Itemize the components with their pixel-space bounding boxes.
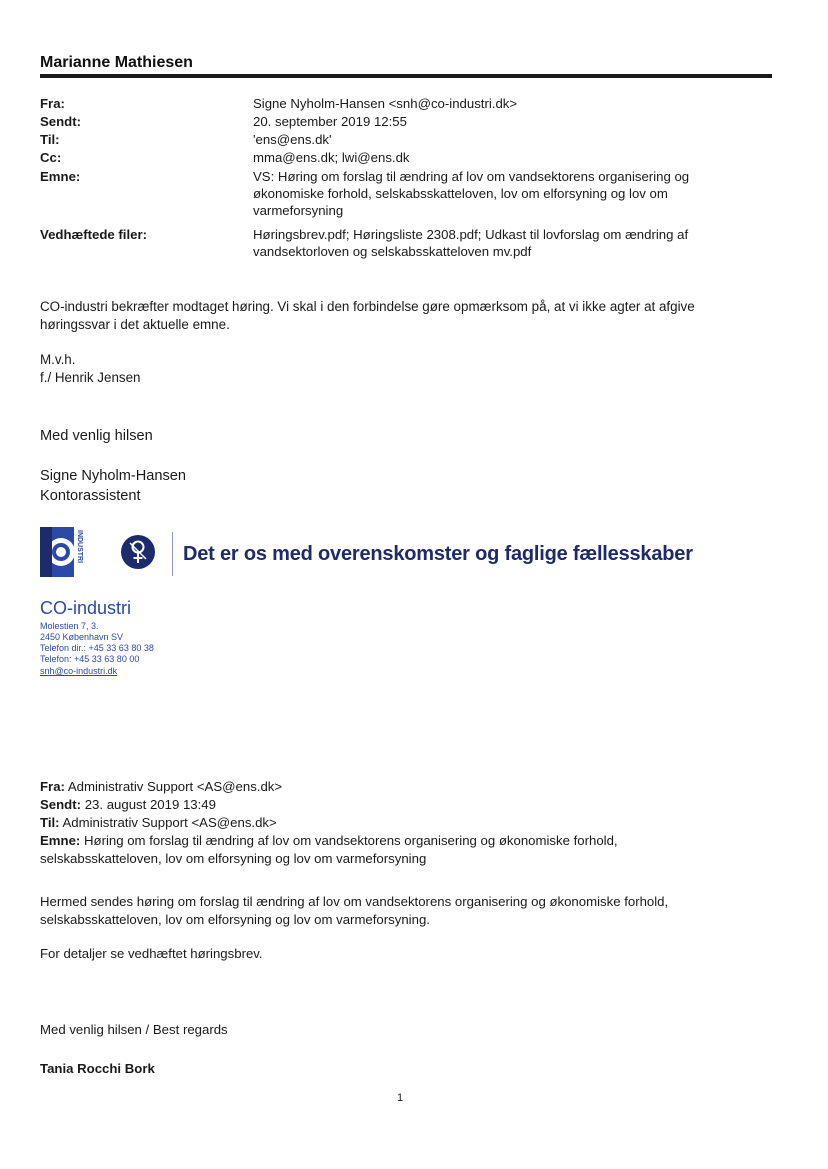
fwd-subject-label: Emne: [40, 833, 81, 848]
fwd-subject-row [40, 832, 760, 850]
fwd-details-text: For detaljer se vedhæftet høringsbrev. [40, 946, 263, 961]
closing-block [40, 351, 760, 387]
org-email-link[interactable]: snh@co-industri.dk [40, 666, 118, 676]
org-phone-direct: Telefon dir.: +45 33 63 80 38 [40, 643, 154, 653]
signature-name: Signe Nyholm-Hansen [40, 468, 187, 484]
cc-value: mma@ens.dk; lwi@ens.dk [253, 150, 410, 165]
from-value: Signe Nyholm-Hansen <snh@co-industri.dk> [253, 96, 518, 111]
org-address: Molestien 7, 3. [40, 621, 99, 631]
body-paragraph [40, 298, 760, 334]
header-divider [40, 74, 772, 78]
attachments-value[interactable] [253, 226, 733, 260]
signature-greeting: Med venlig hilsen [40, 428, 153, 444]
subject-line: varmeforsyning [253, 203, 344, 218]
subject-line: VS: Høring om forslag til ændring af lov om vandsektorens organisering og [253, 169, 690, 184]
fwd-regards-text: Med venlig hilsen / Best regards [40, 1022, 228, 1037]
attachment-line[interactable]: vandsektorloven og selskabsskatteloven mv.pdf [253, 244, 532, 259]
from-label: Fra: [40, 96, 65, 111]
org-city: 2450 København SV [40, 632, 124, 642]
logo-divider [172, 532, 173, 576]
fwd-from-value: Administrativ Support <AS@ens.dk> [67, 779, 283, 794]
body-line: høringssvar i det aktuelle emne. [40, 317, 230, 332]
subject-line: økonomiske forhold, selskabsskatteloven, lov om elforsyning og lov om [253, 186, 668, 201]
mvh-text: M.v.h. [40, 352, 76, 367]
sent-value: 20. september 2019 12:55 [253, 114, 407, 129]
org-phone: Telefon: +45 33 63 80 00 [40, 654, 140, 664]
fwd-to-label: Til: [40, 815, 60, 830]
fwd-sent-value: 23. august 2019 13:49 [84, 797, 216, 812]
fwd-from-row [40, 778, 760, 796]
fwd-body-line: selskabsskatteloven, lov om elforsyning og lov om varmeforsyning. [40, 912, 430, 927]
org-name: CO-industri [40, 598, 132, 618]
logo-vertical-text: INDUSTRI [76, 530, 83, 564]
forwarded-header [40, 778, 760, 868]
fwd-to-row [40, 814, 760, 832]
fwd-sent-label: Sendt: [40, 797, 82, 812]
to-value: 'ens@ens.dk' [253, 132, 332, 147]
page-number: 1 [397, 1092, 404, 1104]
co-industri-logo [40, 527, 88, 577]
slogan-text: Det er os med overenskomster og faglige fællesskaber [183, 543, 693, 565]
attachments-label: Vedhæftede filer: [40, 227, 147, 242]
fwd-body-line: Hermed sendes høring om forslag til ændring af lov om vandsektorens organisering og økonomiske forhold, [40, 894, 669, 909]
cc-label: Cc: [40, 150, 62, 165]
fwd-body-paragraph [40, 893, 760, 929]
mailbox-owner-name: Marianne Mathiesen [40, 54, 193, 71]
subject-label: Emne: [40, 169, 81, 184]
fwd-from-label: Fra: [40, 779, 65, 794]
body-line: CO-industri bekræfter modtaget høring. Vi skal i den forbindelse gøre opmærksom på, at vi ikke agter at afgive [40, 299, 695, 314]
on-behalf-text: f./ Henrik Jensen [40, 370, 141, 385]
sent-label: Sendt: [40, 114, 82, 129]
fwd-subject-continued: selskabsskatteloven, lov om elforsyning og lov om varmeforsyning [40, 851, 427, 866]
fwd-subject-value: Høring om forslag til ændring af lov om vandsektorens organisering og økonomiske forhold, [83, 833, 618, 848]
fwd-sent-row [40, 796, 760, 814]
women-symbol-icon [121, 535, 155, 569]
attachment-line[interactable]: Høringsbrev.pdf; Høringsliste 2308.pdf; Udkast til lovforslag om ændring af [253, 227, 689, 242]
fwd-to-value: Administrativ Support <AS@ens.dk> [62, 815, 277, 830]
signature-title: Kontorassistent [40, 488, 141, 504]
to-label: Til: [40, 132, 60, 147]
subject-value [253, 168, 733, 219]
fwd-sender-name: Tania Rocchi Bork [40, 1061, 155, 1076]
